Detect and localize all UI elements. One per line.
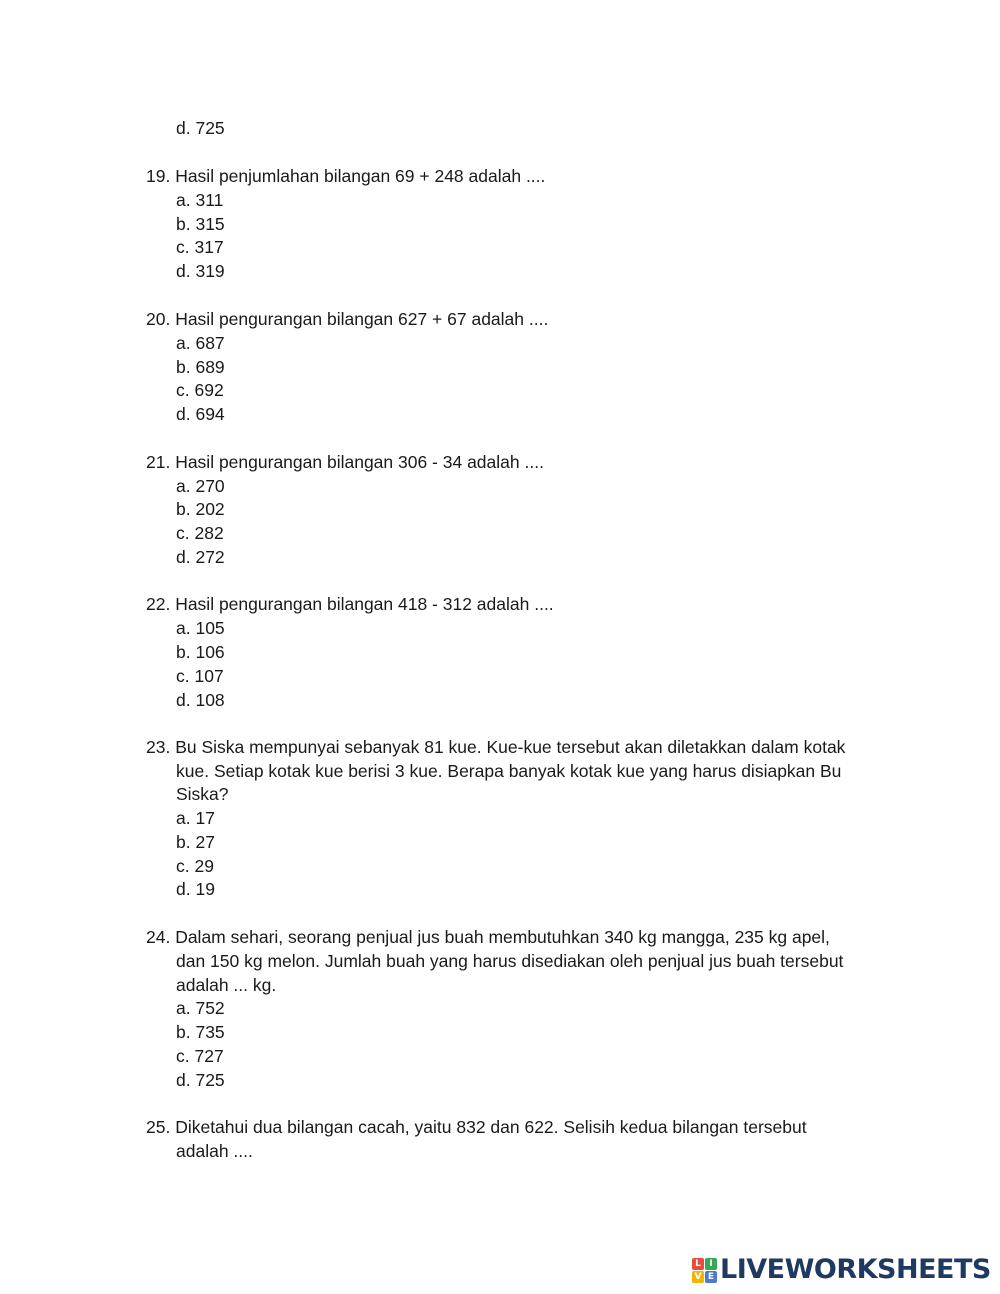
question-text-cont: dan 150 kg melon. Jumlah buah yang harus disediakan oleh penjual jus buah tersebut [176,951,844,971]
option-a[interactable]: a. 270 [176,476,225,496]
option-d[interactable]: d. 694 [176,404,225,424]
logo-mark-l: L [692,1258,704,1270]
option-c[interactable]: c. 29 [176,856,214,876]
option-b[interactable]: b. 315 [176,214,225,234]
question-text: 25. Diketahui dua bilangan cacah, yaitu 832 dan 622. Selisih kedua bilangan tersebut [146,1117,807,1137]
logo-mark-v: V [692,1271,704,1283]
option-a[interactable]: a. 687 [176,333,225,353]
option-a[interactable]: a. 17 [176,808,215,828]
option-b[interactable]: b. 689 [176,357,225,377]
option-a[interactable]: a. 105 [176,618,225,638]
question-text-cont: Siska? [176,784,229,804]
logo-text: LIVEWORKSHEETS [720,1254,991,1285]
question-text-cont: kue. Setiap kotak kue berisi 3 kue. Berapa banyak kotak kue yang harus disiapkan Bu [176,761,842,781]
option-c[interactable]: c. 317 [176,237,224,257]
question-text: 20. Hasil pengurangan bilangan 627 + 67 adalah .... [146,309,549,329]
liveworksheets-logo[interactable] [692,1255,991,1285]
option-d[interactable]: d. 108 [176,690,225,710]
option-c[interactable]: c. 282 [176,523,224,543]
logo-mark-icon [692,1258,717,1283]
option-d[interactable]: d. 272 [176,547,225,567]
option-d[interactable]: d. 725 [176,1070,225,1090]
question-text: 22. Hasil pengurangan bilangan 418 - 312 adalah .... [146,594,554,614]
option-d[interactable]: d. 319 [176,261,225,281]
question-text-cont: adalah .... [176,1141,253,1161]
option-b[interactable]: b. 202 [176,499,225,519]
question-text: 21. Hasil pengurangan bilangan 306 - 34 adalah .... [146,452,544,472]
option-a[interactable]: a. 752 [176,998,225,1018]
prev-option-d: d. 725 [176,118,225,138]
question-text: 23. Bu Siska mempunyai sebanyak 81 kue. Kue-kue tersebut akan diletakkan dalam kotak [146,737,846,757]
option-a[interactable]: a. 311 [176,190,224,210]
logo-mark-i: I [705,1258,717,1270]
question-text-cont: adalah ... kg. [176,975,277,995]
option-c[interactable]: c. 107 [176,666,224,686]
option-b[interactable]: b. 27 [176,832,215,852]
option-b[interactable]: b. 735 [176,1022,225,1042]
option-b[interactable]: b. 106 [176,642,225,662]
option-c[interactable]: c. 727 [176,1046,224,1066]
logo-mark-e: E [705,1271,717,1283]
option-d[interactable]: d. 19 [176,879,215,899]
option-c[interactable]: c. 692 [176,380,224,400]
question-text: 24. Dalam sehari, seorang penjual jus buah membutuhkan 340 kg mangga, 235 kg apel, [146,927,830,947]
question-text: 19. Hasil penjumlahan bilangan 69 + 248 adalah .... [146,166,546,186]
